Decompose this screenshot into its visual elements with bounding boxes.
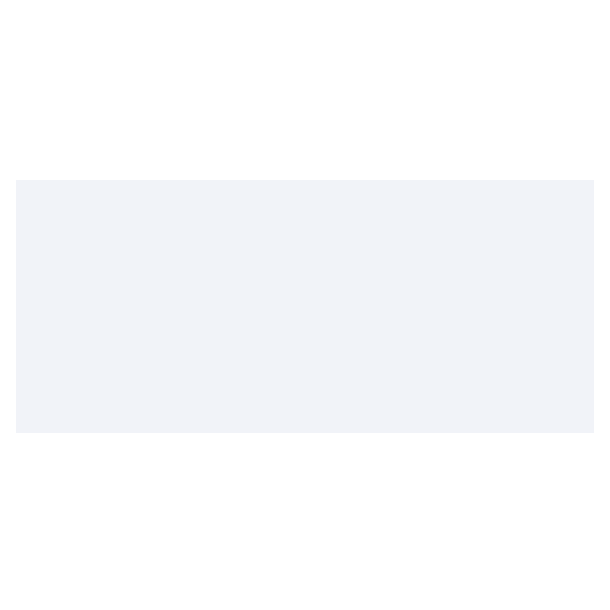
pattern-info-panel <box>16 180 594 433</box>
